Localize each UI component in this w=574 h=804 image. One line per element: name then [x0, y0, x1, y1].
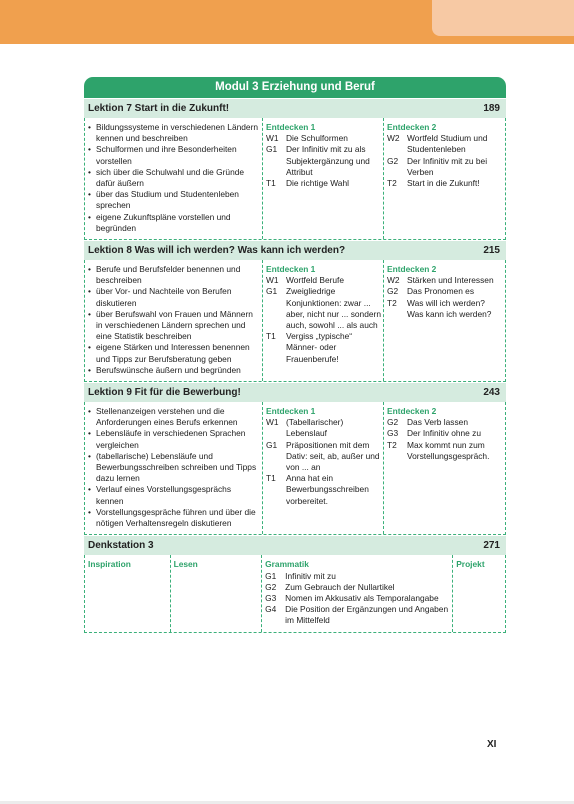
lesson-title: Lektion 8 Was will ich werden? Was kann ich werden? — [88, 245, 346, 257]
topic-item — [266, 473, 381, 507]
goal-item: • über Berufswahl von Frauen und Männern in verschiedenen Ländern sprechen und eine Statistik beschreiben — [88, 309, 260, 343]
denkstation-title: Denkstation 3 — [88, 540, 154, 552]
grammar-code: G4 — [265, 604, 277, 615]
topic-text: Anna hat ein Bewerbungsschreiben vorbereitet. — [286, 473, 369, 506]
grammar-text: Infinitiv mit zu — [285, 570, 336, 581]
topic-code: T2 — [387, 439, 397, 450]
topic-item — [387, 156, 503, 178]
entdecken-2-column — [384, 260, 505, 381]
entdecken-1-column — [263, 260, 384, 381]
entdecken-1-heading: Entdecken 1 — [266, 122, 316, 132]
topic-text: Das Verb lassen — [407, 417, 468, 428]
module-title: Modul 3 Erziehung und Beruf — [84, 77, 506, 98]
topic-text: Der Infinitiv ohne zu — [407, 428, 482, 439]
lesson-body — [84, 402, 506, 535]
lesson-header — [84, 382, 506, 402]
topic-item — [266, 275, 381, 286]
topic-text: Der Infinitiv mit zu als Subjektergänzung und Attribut — [286, 144, 370, 177]
goal-item: • Vorstellungsgespräche führen und über die nötigen Verhaltensregeln diskutieren — [88, 507, 260, 529]
entdecken-1-heading: Entdecken 1 — [266, 406, 316, 417]
topic-text: Das Pronomen es — [407, 286, 475, 297]
goals-column — [85, 402, 263, 534]
grammar-item — [265, 593, 450, 604]
grammar-code: G2 — [265, 581, 277, 592]
topic-code: G1 — [266, 144, 278, 155]
topic-item — [387, 417, 503, 428]
grammar-code: G1 — [265, 570, 277, 581]
topic-text: Der Infinitiv mit zu bei Verben — [407, 155, 488, 177]
lesen-heading: Lesen — [173, 559, 198, 570]
goal-item: • über das Studium und Studentenleben sprechen — [88, 189, 260, 211]
topic-code: G1 — [266, 286, 278, 297]
entdecken-1-heading: Entdecken 1 — [266, 264, 316, 275]
denkstation-header — [84, 535, 506, 555]
grammar-item — [265, 604, 450, 626]
topic-item — [266, 417, 381, 439]
topic-text: Wortfeld Berufe — [286, 275, 345, 286]
lesson-page: 189 — [483, 103, 500, 114]
projekt-column — [453, 555, 505, 631]
goal-item: • Berufe und Berufsfelder benennen und beschreiben — [88, 264, 260, 286]
entdecken-1-column — [263, 402, 384, 534]
topic-item — [387, 428, 503, 439]
topic-code: T1 — [266, 178, 276, 189]
topic-item — [266, 286, 381, 331]
lesson-page: 215 — [483, 245, 500, 257]
topic-text: Präpositionen mit dem Dativ: seit, ab, außer und von ... an — [286, 439, 380, 473]
topic-item — [266, 144, 381, 178]
topic-item — [387, 286, 503, 297]
goal-item: • Stellenanzeigen verstehen und die Anforderungen eines Berufs erkennen — [88, 406, 260, 428]
grammar-text: Die Position der Ergänzungen und Angaben im Mittelfeld — [285, 604, 449, 626]
topic-item — [387, 133, 503, 155]
goal-item: • eigene Zukunftspläne vorstellen und begründen — [88, 212, 260, 234]
grammar-text: Zum Gebrauch der Nullartikel — [285, 581, 395, 592]
entdecken-2-heading: Entdecken 2 — [387, 406, 437, 417]
topic-item — [266, 440, 381, 474]
goal-item: • Bildungssysteme in verschiedenen Ländern kennen und beschreiben — [88, 122, 260, 144]
lesen-column — [171, 555, 263, 631]
topic-text: Max kommt nun zum Vorstellungsgespräch. — [407, 439, 490, 461]
lesson-body — [84, 118, 506, 240]
projekt-heading: Projekt — [456, 559, 485, 570]
topic-text: (Tabellarischer) Lebenslauf — [286, 417, 344, 439]
topic-code: G3 — [387, 428, 399, 439]
topic-text: Stärken und Interessen — [407, 275, 494, 286]
topic-item — [387, 275, 503, 286]
goal-item: • (tabellarische) Lebensläufe und Bewerbungsschreiben schreiben und Tipps dazu lernen — [88, 451, 260, 485]
grammatik-heading: Grammatik — [265, 559, 309, 570]
grammar-code: G3 — [265, 592, 277, 603]
lesson-header — [84, 240, 506, 260]
topic-code: W1 — [266, 417, 279, 428]
topic-code: T2 — [387, 178, 397, 189]
topic-text: Start in die Zukunft! — [407, 178, 480, 189]
entdecken-2-heading: Entdecken 2 — [387, 264, 437, 275]
goal-item: • über Vor- und Nachteile von Berufen diskutieren — [88, 286, 260, 308]
goals-column — [85, 260, 263, 381]
top-tab — [432, 0, 574, 36]
entdecken-2-column — [384, 118, 505, 239]
topic-item — [387, 178, 503, 189]
topic-code: T1 — [266, 331, 276, 342]
topic-text: Die Schulformen — [286, 133, 348, 144]
inspiration-heading: Inspiration — [88, 559, 131, 570]
topic-text: Was will ich werden? Was kann ich werden? — [407, 297, 492, 319]
topic-item — [387, 298, 503, 320]
topic-item — [387, 440, 503, 462]
denkstation-page: 271 — [483, 540, 500, 552]
denkstation-body — [84, 555, 506, 632]
topic-code: G2 — [387, 286, 399, 297]
topic-code: T1 — [266, 473, 276, 484]
goal-item: • Verlauf eines Vorstellungsgesprächs kennen — [88, 484, 260, 506]
goal-item: • Lebensläufe in verschiedenen Sprachen vergleichen — [88, 428, 260, 450]
lesson-title: Lektion 7 Start in die Zukunft! — [88, 103, 230, 114]
topic-code: G2 — [387, 417, 399, 428]
topic-code: G1 — [266, 439, 278, 450]
topic-code: W1 — [266, 275, 279, 286]
topic-code: W2 — [387, 133, 400, 144]
grammar-item — [265, 582, 450, 593]
entdecken-2-column — [384, 402, 505, 534]
grammatik-column — [262, 555, 453, 631]
goal-item: • Berufswünsche äußern und begründen — [88, 365, 260, 376]
topic-item — [266, 133, 381, 144]
lesson-page: 243 — [483, 387, 500, 399]
lesson-body — [84, 260, 506, 382]
topic-text: Wortfeld Studium und Studentenleben — [407, 133, 488, 155]
inspiration-column — [85, 555, 171, 631]
entdecken-2-heading: Entdecken 2 — [387, 122, 437, 132]
topic-code: W2 — [387, 275, 400, 286]
topic-text: Die richtige Wahl — [286, 178, 349, 189]
goal-item: • eigene Stärken und Interessen benennen und Tipps zur Berufsberatung geben — [88, 342, 260, 364]
grammar-text: Nomen im Akkusativ als Temporalangabe — [285, 592, 439, 603]
grammar-item — [265, 571, 450, 582]
topic-code: T2 — [387, 297, 397, 308]
entdecken-1-column — [263, 118, 384, 239]
topic-text: Zweigliedrige Konjunktionen: zwar ... aber, nicht nur ... sondern auch, sowohl ... als auch — [286, 286, 381, 331]
topic-item — [266, 178, 381, 189]
lesson-header — [84, 98, 506, 118]
goal-item: • Schulformen und ihre Besonderheiten vorstellen — [88, 144, 260, 166]
topic-text: Vergiss „typische“ Männer- oder Frauenberufe! — [286, 331, 353, 364]
goal-item: • sich über die Schulwahl und die Gründe dafür äußern — [88, 167, 260, 189]
topic-code: W1 — [266, 133, 279, 144]
module-table — [84, 77, 506, 633]
page-number: XI — [487, 739, 497, 750]
topic-code: G2 — [387, 155, 399, 166]
goals-column — [85, 118, 263, 239]
topic-item — [266, 331, 381, 365]
lesson-title: Lektion 9 Fit für die Bewerbung! — [88, 387, 241, 399]
